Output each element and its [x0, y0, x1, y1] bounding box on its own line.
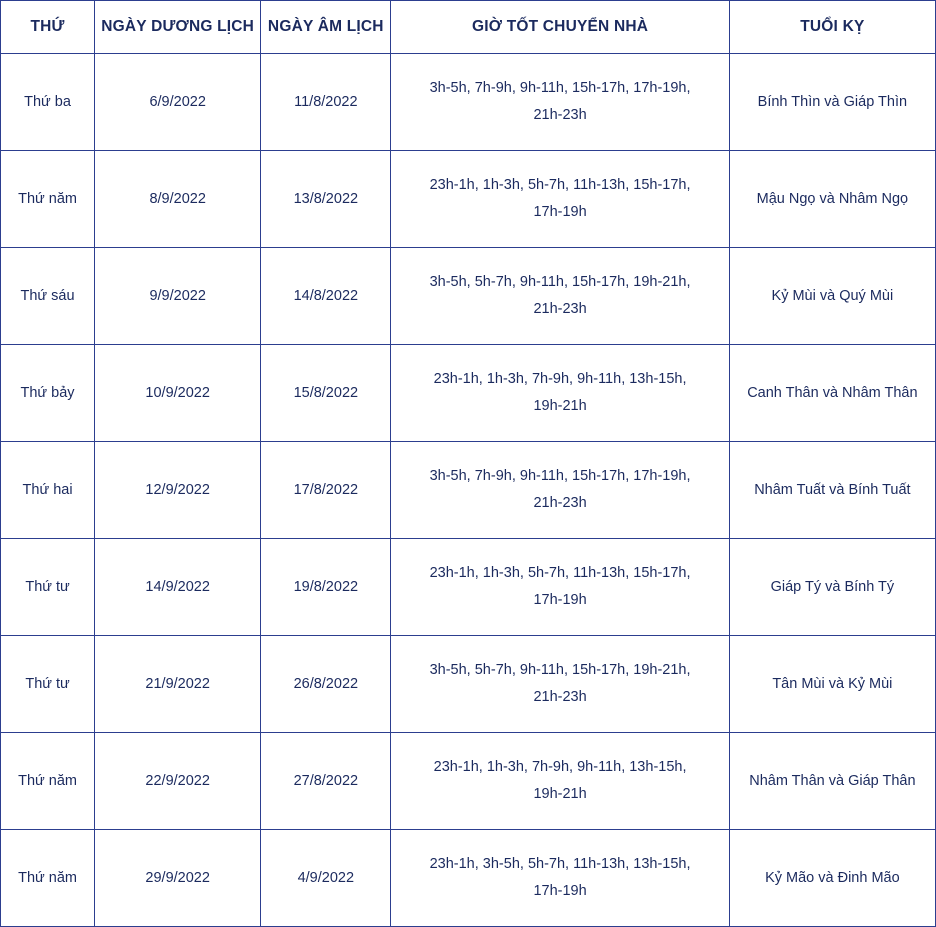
cell-good-hours [391, 345, 729, 442]
cell-lunar-date: 4/9/2022 [261, 830, 391, 927]
good-hours-line-1: 23h-1h, 1h-3h, 5h-7h, 11h-13h, 15h-17h, [429, 565, 691, 582]
cell-good-hours [391, 830, 729, 927]
table-row [1, 830, 936, 927]
table-header [1, 1, 936, 54]
cell-solar-date: 10/9/2022 [95, 345, 261, 442]
cell-weekday: Thứ hai [1, 442, 95, 539]
cell-lunar-date: 14/8/2022 [261, 248, 391, 345]
cell-incompatible-ages: Kỷ Mùi và Quý Mùi [729, 248, 935, 345]
good-hours-line-2: 19h-21h [533, 786, 587, 802]
cell-weekday: Thứ năm [1, 830, 95, 927]
table-row [1, 151, 936, 248]
cell-solar-date: 22/9/2022 [95, 733, 261, 830]
cell-incompatible-ages: Mậu Ngọ và Nhâm Ngọ [729, 151, 935, 248]
cell-incompatible-ages: Giáp Tý và Bính Tý [729, 539, 935, 636]
cell-solar-date: 6/9/2022 [95, 54, 261, 151]
column-header-incompatible-ages: TUỔI KỴ [729, 1, 935, 54]
cell-good-hours [391, 248, 729, 345]
cell-weekday: Thứ bảy [1, 345, 95, 442]
table-row [1, 636, 936, 733]
table-row [1, 54, 936, 151]
column-header-lunar-date: NGÀY ÂM LỊCH [261, 1, 391, 54]
cell-solar-date: 9/9/2022 [95, 248, 261, 345]
cell-weekday: Thứ ba [1, 54, 95, 151]
good-hours-line-2: 21h-23h [533, 301, 587, 317]
good-hours-line-2: 17h-19h [533, 592, 587, 608]
good-hours-line-1: 3h-5h, 5h-7h, 9h-11h, 15h-17h, 19h-21h, [429, 274, 691, 291]
good-hours-line-1: 23h-1h, 3h-5h, 5h-7h, 11h-13h, 13h-15h, [429, 856, 691, 873]
cell-good-hours [391, 636, 729, 733]
good-hours-line-2: 19h-21h [533, 398, 587, 414]
cell-weekday: Thứ sáu [1, 248, 95, 345]
cell-weekday: Thứ tư [1, 539, 95, 636]
cell-lunar-date: 27/8/2022 [261, 733, 391, 830]
table-header-row [1, 1, 936, 54]
good-hours-line-2: 17h-19h [533, 204, 587, 220]
table-row [1, 248, 936, 345]
cell-solar-date: 8/9/2022 [95, 151, 261, 248]
table-row [1, 733, 936, 830]
good-hours-line-1: 23h-1h, 1h-3h, 7h-9h, 9h-11h, 13h-15h, [433, 371, 687, 388]
cell-weekday: Thứ năm [1, 151, 95, 248]
cell-solar-date: 12/9/2022 [95, 442, 261, 539]
cell-lunar-date: 17/8/2022 [261, 442, 391, 539]
cell-good-hours [391, 54, 729, 151]
good-hours-line-2: 17h-19h [533, 883, 587, 899]
cell-lunar-date: 11/8/2022 [261, 54, 391, 151]
column-header-good-hours: GIỜ TỐT CHUYỂN NHÀ [391, 1, 729, 54]
cell-incompatible-ages: Nhâm Thân và Giáp Thân [729, 733, 935, 830]
cell-weekday: Thứ năm [1, 733, 95, 830]
cell-lunar-date: 13/8/2022 [261, 151, 391, 248]
cell-good-hours [391, 539, 729, 636]
cell-incompatible-ages: Canh Thân và Nhâm Thân [729, 345, 935, 442]
good-hours-line-2: 21h-23h [533, 689, 587, 705]
cell-good-hours [391, 733, 729, 830]
cell-weekday: Thứ tư [1, 636, 95, 733]
cell-incompatible-ages: Bính Thìn và Giáp Thìn [729, 54, 935, 151]
good-hours-line-1: 23h-1h, 1h-3h, 5h-7h, 11h-13h, 15h-17h, [429, 177, 691, 194]
good-hours-line-2: 21h-23h [533, 495, 587, 511]
cell-solar-date: 21/9/2022 [95, 636, 261, 733]
cell-solar-date: 29/9/2022 [95, 830, 261, 927]
table-row [1, 539, 936, 636]
cell-lunar-date: 26/8/2022 [261, 636, 391, 733]
column-header-solar-date: NGÀY DƯƠNG LỊCH [95, 1, 261, 54]
cell-solar-date: 14/9/2022 [95, 539, 261, 636]
good-hours-line-1: 3h-5h, 7h-9h, 9h-11h, 15h-17h, 17h-19h, [429, 80, 691, 97]
table-row [1, 345, 936, 442]
cell-incompatible-ages: Tân Mùi và Kỷ Mùi [729, 636, 935, 733]
cell-incompatible-ages: Nhâm Tuất và Bính Tuất [729, 442, 935, 539]
good-hours-line-1: 3h-5h, 5h-7h, 9h-11h, 15h-17h, 19h-21h, [429, 662, 691, 679]
good-hours-line-1: 3h-5h, 7h-9h, 9h-11h, 15h-17h, 17h-19h, [429, 468, 691, 485]
good-hours-line-2: 21h-23h [533, 107, 587, 123]
table-body [1, 54, 936, 927]
column-header-weekday: THỨ [1, 1, 95, 54]
cell-incompatible-ages: Kỷ Mão và Đinh Mão [729, 830, 935, 927]
cell-good-hours [391, 442, 729, 539]
cell-good-hours [391, 151, 729, 248]
cell-lunar-date: 15/8/2022 [261, 345, 391, 442]
cell-lunar-date: 19/8/2022 [261, 539, 391, 636]
good-hours-line-1: 23h-1h, 1h-3h, 7h-9h, 9h-11h, 13h-15h, [433, 759, 687, 776]
table-row [1, 442, 936, 539]
